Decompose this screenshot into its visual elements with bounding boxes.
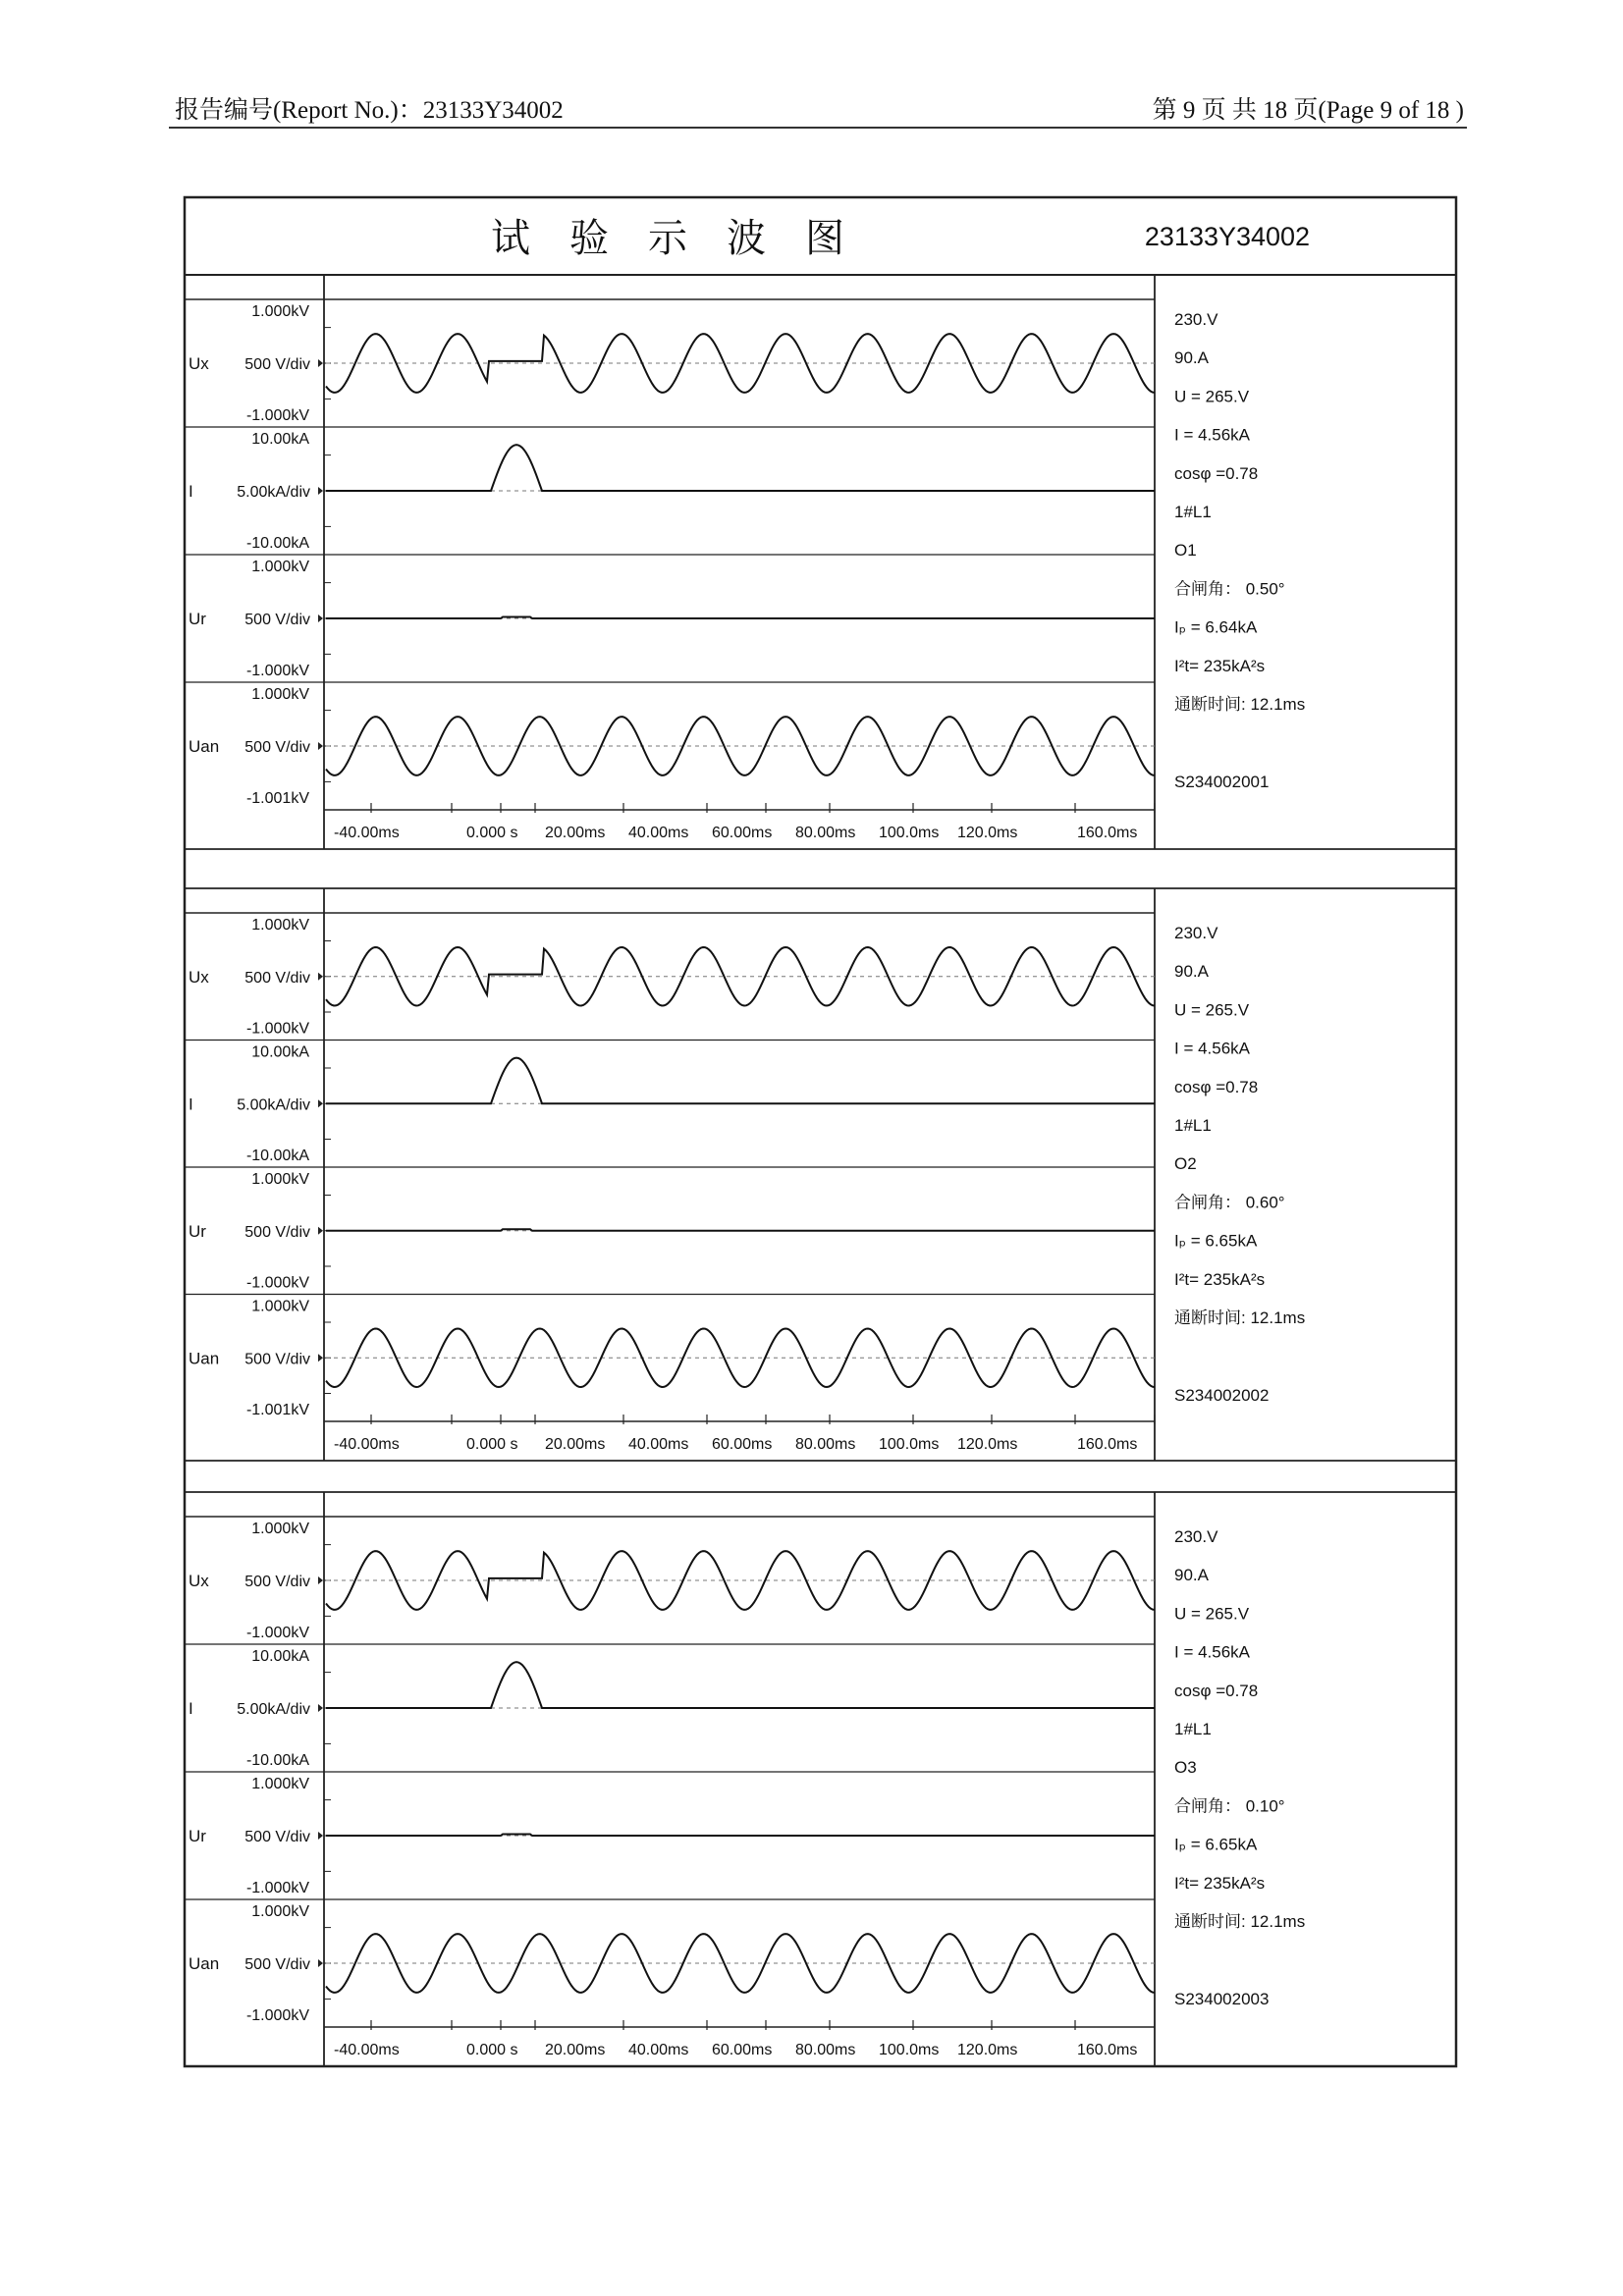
channel-uan-waveform	[326, 717, 1155, 775]
test-parameter: I = 4.56kA	[1174, 1642, 1251, 1662]
channel-marker	[318, 1354, 323, 1362]
test-parameter: O3	[1174, 1758, 1197, 1778]
test-parameter: cosφ =0.78	[1174, 1077, 1259, 1096]
time-axis-label: 160.0ms	[1077, 2042, 1138, 2058]
channel-name: Ur	[189, 1827, 206, 1845]
channel-scale: 500 V/div	[244, 1351, 310, 1368]
channel-i-waveform	[326, 1058, 1155, 1104]
channel-top-value: 1.000kV	[251, 303, 309, 320]
channel-scale: 500 V/div	[244, 1956, 310, 1973]
test-parameter: 合闸角： 0.10°	[1174, 1796, 1285, 1816]
channel-name: Uan	[189, 737, 220, 756]
time-axis-label: 160.0ms	[1077, 825, 1138, 841]
time-axis-label: 40.00ms	[628, 2042, 689, 2058]
oscillogram-frame	[185, 197, 1456, 2066]
test-parameter: Iₚ = 6.65kA	[1174, 1231, 1258, 1251]
time-axis-label: 60.00ms	[712, 825, 773, 841]
time-axis-label: 120.0ms	[957, 2042, 1018, 2058]
channel-name: I	[189, 1699, 193, 1718]
channel-scale: 500 V/div	[244, 612, 310, 628]
channel-ux-waveform	[326, 334, 1155, 393]
channel-ux-waveform	[326, 947, 1155, 1006]
time-axis-label: 80.00ms	[795, 2042, 856, 2058]
channel-ux-waveform	[326, 1551, 1155, 1610]
time-axis-label: -40.00ms	[334, 825, 400, 841]
test-parameter: O1	[1174, 541, 1197, 561]
channel-marker	[318, 1227, 323, 1235]
channel-top-value: 10.00kA	[251, 1648, 309, 1665]
channel-name: Ur	[189, 610, 206, 628]
channel-name: Ur	[189, 1221, 206, 1241]
outer-border	[185, 197, 1456, 2066]
test-parameter: U = 265.V	[1174, 1604, 1250, 1624]
test-parameter: O2	[1174, 1154, 1197, 1174]
test-parameter: I²t= 235kA²s	[1174, 656, 1266, 675]
channel-marker	[318, 973, 323, 981]
channel-bottom-value: -10.00kA	[245, 1752, 309, 1769]
time-axis-label: 80.00ms	[795, 825, 856, 841]
time-axis-label: -40.00ms	[334, 2042, 400, 2058]
channel-bottom-value: -1.001kV	[245, 790, 309, 807]
time-axis-label: 60.00ms	[712, 1436, 773, 1453]
test-parameter: I = 4.56kA	[1174, 425, 1251, 445]
test-parameter: 230.V	[1174, 924, 1218, 942]
channel-ur-waveform	[326, 1229, 1155, 1231]
channel-scale: 5.00kA/div	[237, 1096, 310, 1114]
time-axis-label: 80.00ms	[795, 1436, 856, 1453]
channel-marker	[318, 359, 323, 367]
channel-i-waveform	[326, 1662, 1155, 1708]
time-axis-label: 20.00ms	[545, 1436, 606, 1453]
time-axis-label: 100.0ms	[879, 825, 940, 841]
channel-scale: 500 V/div	[244, 1223, 310, 1241]
channel-top-value: 1.000kV	[251, 1171, 309, 1188]
channel-scale: 5.00kA/div	[237, 484, 310, 501]
channel-bottom-value: -1.000kV	[245, 1880, 309, 1896]
test-parameter: 90.A	[1174, 962, 1209, 982]
test-parameter: I²t= 235kA²s	[1174, 1269, 1266, 1289]
time-axis-label: 0.000 s	[466, 825, 518, 841]
time-axis-label: 100.0ms	[879, 1436, 940, 1453]
channel-scale: 500 V/div	[244, 739, 310, 756]
channel-top-value: 1.000kV	[251, 1903, 309, 1920]
page-number: 第 9 页 共 18 页(Page 9 of 18 )	[1152, 97, 1464, 124]
test-parameter: 1#L1	[1174, 1720, 1212, 1738]
test-parameter: 90.A	[1174, 348, 1209, 368]
channel-scale: 500 V/div	[244, 969, 310, 987]
sample-id: S234002001	[1174, 773, 1270, 792]
channel-i-waveform	[326, 445, 1155, 491]
channel-name: Ux	[189, 967, 209, 987]
channel-scale: 500 V/div	[244, 356, 310, 373]
test-parameter: Iₚ = 6.64kA	[1174, 617, 1258, 637]
test-parameter: 合闸角： 0.60°	[1174, 1193, 1285, 1212]
channel-marker	[318, 1832, 323, 1840]
test-parameter: Iₚ = 6.65kA	[1174, 1835, 1258, 1854]
test-parameter: 1#L1	[1174, 1116, 1212, 1135]
channel-bottom-value: -1.001kV	[245, 1402, 309, 1418]
channel-bottom-value: -1.000kV	[245, 407, 309, 424]
channel-bottom-value: -1.000kV	[245, 1625, 309, 1641]
sample-id: S234002002	[1174, 1386, 1270, 1406]
channel-top-value: 1.000kV	[251, 559, 309, 575]
test-parameter: U = 265.V	[1174, 387, 1250, 406]
time-axis-label: -40.00ms	[334, 1436, 400, 1453]
test-parameter: 通断时间: 12.1ms	[1174, 1912, 1306, 1931]
channel-top-value: 10.00kA	[251, 431, 309, 448]
time-axis-label: 60.00ms	[712, 2042, 773, 2058]
time-axis-label: 120.0ms	[957, 1436, 1018, 1453]
channel-name: I	[189, 482, 193, 501]
channel-top-value: 1.000kV	[251, 686, 309, 703]
test-parameter: I²t= 235kA²s	[1174, 1873, 1266, 1893]
sample-id: S234002003	[1174, 1990, 1270, 2009]
time-axis-label: 0.000 s	[466, 1436, 518, 1453]
test-parameter: 1#L1	[1174, 503, 1212, 521]
channel-marker	[318, 1704, 323, 1712]
channel-top-value: 1.000kV	[251, 917, 309, 934]
channel-ur-waveform	[326, 1835, 1155, 1837]
test-parameter: 230.V	[1174, 1527, 1218, 1546]
channel-uan-waveform	[326, 1328, 1155, 1387]
time-axis-label: 20.00ms	[545, 2042, 606, 2058]
test-parameter: I = 4.56kA	[1174, 1039, 1251, 1058]
channel-name: Ux	[189, 1572, 209, 1590]
channel-bottom-value: -1.000kV	[245, 1274, 309, 1292]
channel-top-value: 10.00kA	[251, 1043, 309, 1061]
channel-marker	[318, 487, 323, 495]
channel-marker	[318, 1576, 323, 1584]
channel-bottom-value: -10.00kA	[245, 1148, 309, 1164]
channel-uan-waveform	[326, 1934, 1155, 1993]
test-parameter: 合闸角： 0.50°	[1174, 579, 1285, 599]
test-parameter: 通断时间: 12.1ms	[1174, 695, 1306, 714]
channel-scale: 500 V/div	[244, 1829, 310, 1845]
time-axis-label: 160.0ms	[1077, 1436, 1138, 1453]
channel-top-value: 1.000kV	[251, 1298, 309, 1315]
channel-name: I	[189, 1095, 193, 1114]
test-parameter: 通断时间: 12.1ms	[1174, 1308, 1306, 1327]
time-axis-label: 40.00ms	[628, 1436, 689, 1453]
time-axis-label: 0.000 s	[466, 2042, 518, 2058]
test-parameter: 230.V	[1174, 310, 1218, 329]
test-parameter: 90.A	[1174, 1566, 1209, 1585]
report-number: 报告编号(Report No.)：23133Y34002	[175, 97, 564, 124]
figure-report-code: 23133Y34002	[1144, 222, 1311, 251]
channel-marker	[318, 1099, 323, 1107]
channel-top-value: 1.000kV	[251, 1521, 309, 1537]
test-parameter: cosφ =0.78	[1174, 1681, 1259, 1700]
figure-title: 试 验 示 波 图	[491, 216, 844, 261]
channel-marker	[318, 1959, 323, 1967]
channel-bottom-value: -1.000kV	[245, 2007, 309, 2024]
channel-name: Uan	[189, 1349, 220, 1368]
time-axis-label: 120.0ms	[957, 825, 1018, 841]
channel-scale: 500 V/div	[244, 1574, 310, 1590]
channel-bottom-value: -10.00kA	[245, 535, 309, 552]
time-axis-label: 20.00ms	[545, 825, 606, 841]
channel-marker	[318, 614, 323, 622]
time-axis-label: 40.00ms	[628, 825, 689, 841]
test-parameter: cosφ =0.78	[1174, 463, 1259, 483]
channel-scale: 5.00kA/div	[237, 1701, 310, 1718]
channel-top-value: 1.000kV	[251, 1776, 309, 1792]
channel-name: Uan	[189, 1954, 220, 1973]
time-axis-label: 100.0ms	[879, 2042, 940, 2058]
channel-ur-waveform	[326, 617, 1155, 619]
channel-name: Ux	[189, 354, 209, 373]
channel-marker	[318, 742, 323, 750]
test-parameter: U = 265.V	[1174, 1000, 1250, 1020]
channel-bottom-value: -1.000kV	[245, 663, 309, 679]
channel-bottom-value: -1.000kV	[245, 1020, 309, 1038]
